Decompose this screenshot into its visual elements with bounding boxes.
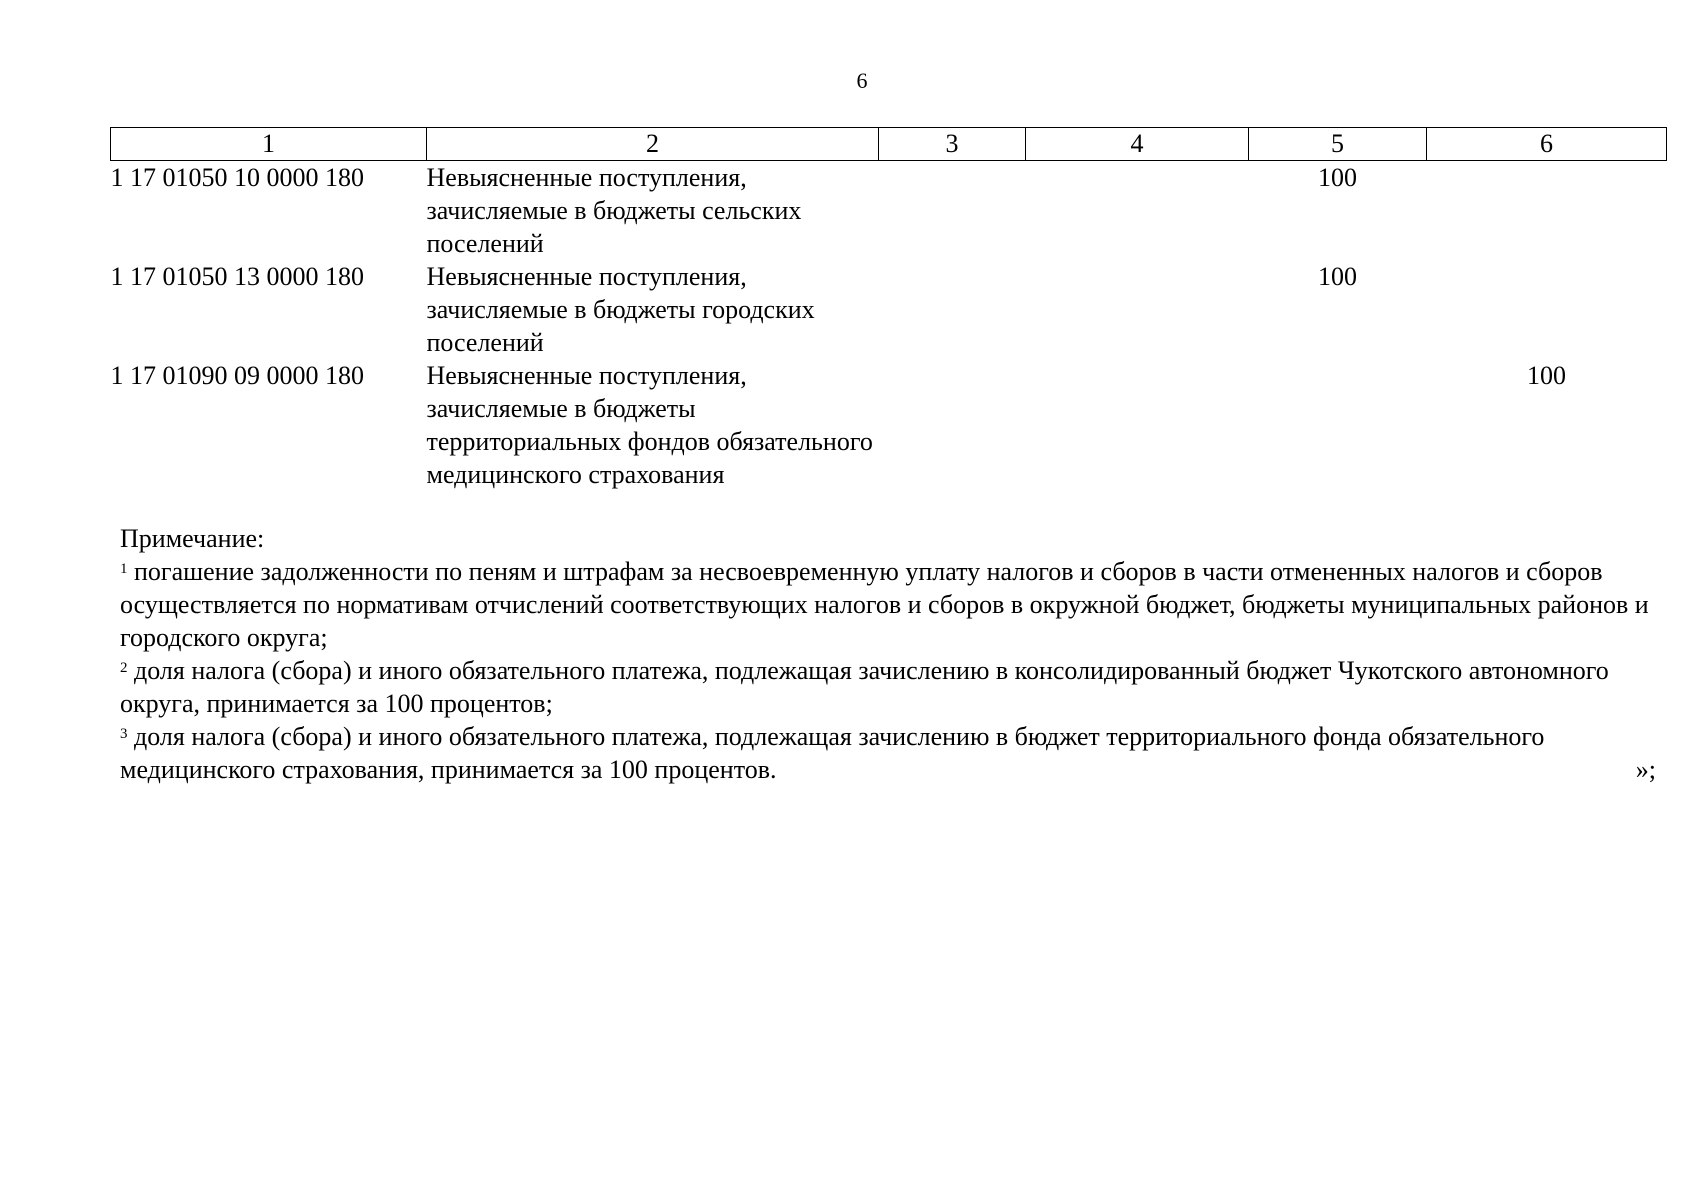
- table-header-row: [111, 128, 1667, 161]
- footnote-2: [120, 654, 1656, 720]
- footnote-mark: 3: [120, 726, 128, 742]
- column-header-5: 5: [1249, 128, 1427, 161]
- revenue-table: [110, 127, 1667, 491]
- footnote-text: доля налога (сбора) и иного обязательного платежа, подлежащая зачислению в консолидированный бюджет Чукотского автономного округа, принимается за 100 процентов;: [120, 656, 1609, 718]
- row-name: Невыясненные поступления, зачисляемые в бюджеты сельских поселений: [426, 163, 802, 258]
- row-col5: [1249, 359, 1427, 491]
- footnote-3: [120, 720, 1656, 786]
- column-header-6: 6: [1427, 128, 1667, 161]
- column-header-1: 1: [111, 128, 427, 161]
- footnote-mark: 2: [120, 660, 128, 676]
- column-header-4: 4: [1026, 128, 1249, 161]
- row-name: Невыясненные поступления, зачисляемые в бюджеты территориальных фондов обязательного медицинского страхования: [426, 361, 873, 489]
- footnote-1: [120, 555, 1656, 654]
- row-col3: [879, 161, 1026, 261]
- notes-section: [120, 522, 1656, 786]
- column-header-3: 3: [879, 128, 1026, 161]
- column-header-2: 2: [427, 128, 879, 161]
- row-col4: [1026, 260, 1249, 359]
- footnote-text: доля налога (сбора) и иного обязательного платежа, подлежащая зачислению в бюджет территориального фонда обязательного медицинского страхования, принимается за 100 процентов.: [120, 722, 1545, 784]
- row-name: Невыясненные поступления, зачисляемые в бюджеты городских поселений: [426, 262, 815, 357]
- table-row: [111, 260, 1667, 359]
- row-col5: 100: [1318, 262, 1357, 291]
- footnote-text: погашение задолженности по пеням и штрафам за несвоевременную уплату налогов и сборов в части отмененных налогов и сборов осуществляется по нормативам отчислений соответствующих налогов и сборов в окружной бюджет, бюджеты муниципальных районов и городского округа;: [120, 557, 1649, 652]
- page-number: 6: [856, 68, 868, 93]
- row-col5: 100: [1318, 163, 1357, 192]
- row-code: 1 17 01050 10 0000 180: [110, 163, 364, 192]
- row-col6: [1427, 260, 1667, 359]
- notes-heading: Примечание:: [120, 524, 265, 553]
- row-col6: [1427, 161, 1667, 261]
- table-row: [111, 359, 1667, 491]
- row-col4: [1026, 359, 1249, 491]
- row-code: 1 17 01050 13 0000 180: [110, 262, 364, 291]
- closing-quote: »;: [1635, 755, 1656, 784]
- row-code: 1 17 01090 09 0000 180: [110, 361, 364, 390]
- row-col6: 100: [1527, 361, 1566, 390]
- table-row: [111, 161, 1667, 261]
- row-col4: [1026, 161, 1249, 261]
- row-col3: [879, 260, 1026, 359]
- row-col3: [879, 359, 1026, 491]
- footnote-mark: 1: [120, 561, 128, 577]
